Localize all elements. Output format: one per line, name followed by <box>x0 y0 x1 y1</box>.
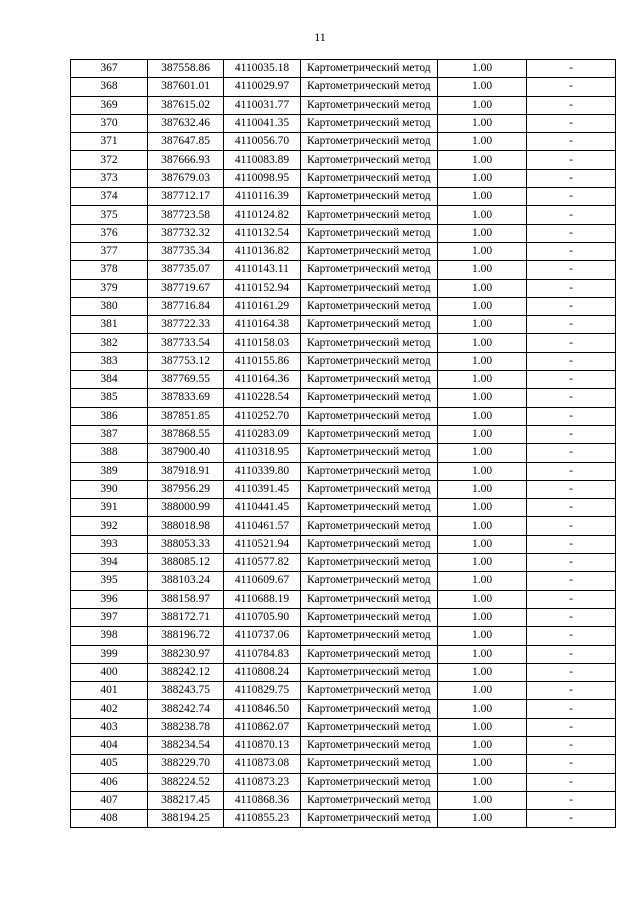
method-cell: Картометрический метод <box>301 535 438 553</box>
accuracy-cell: 1.00 <box>438 590 527 608</box>
y-coordinate-cell: 4110688.19 <box>224 590 301 608</box>
note-cell: - <box>527 114 616 132</box>
method-cell: Картометрический метод <box>301 389 438 407</box>
note-cell: - <box>527 242 616 260</box>
table-row <box>71 316 616 334</box>
table-row <box>71 755 616 773</box>
x-coordinate-cell: 388053.33 <box>148 535 224 553</box>
x-coordinate-cell: 388085.12 <box>148 554 224 572</box>
x-coordinate-cell: 387601.01 <box>148 78 224 96</box>
method-cell: Картометрический метод <box>301 114 438 132</box>
accuracy-cell: 1.00 <box>438 810 527 828</box>
x-coordinate-cell: 387615.02 <box>148 96 224 114</box>
x-coordinate-cell: 388230.97 <box>148 645 224 663</box>
point-number-cell: 387 <box>71 425 148 443</box>
point-number-cell: 368 <box>71 78 148 96</box>
method-cell: Картометрический метод <box>301 590 438 608</box>
y-coordinate-cell: 4110737.06 <box>224 627 301 645</box>
note-cell: - <box>527 535 616 553</box>
method-cell: Картометрический метод <box>301 352 438 370</box>
accuracy-cell: 1.00 <box>438 535 527 553</box>
x-coordinate-cell: 388103.24 <box>148 572 224 590</box>
accuracy-cell: 1.00 <box>438 316 527 334</box>
table-row <box>71 736 616 754</box>
method-cell: Картометрический метод <box>301 96 438 114</box>
accuracy-cell: 1.00 <box>438 169 527 187</box>
y-coordinate-cell: 4110136.82 <box>224 242 301 260</box>
point-number-cell: 394 <box>71 554 148 572</box>
accuracy-cell: 1.00 <box>438 700 527 718</box>
y-coordinate-cell: 4110318.95 <box>224 444 301 462</box>
x-coordinate-cell: 387679.03 <box>148 169 224 187</box>
accuracy-cell: 1.00 <box>438 206 527 224</box>
table-row <box>71 297 616 315</box>
x-coordinate-cell: 387722.33 <box>148 316 224 334</box>
point-number-cell: 398 <box>71 627 148 645</box>
note-cell: - <box>527 169 616 187</box>
method-cell: Картометрический метод <box>301 425 438 443</box>
accuracy-cell: 1.00 <box>438 755 527 773</box>
accuracy-cell: 1.00 <box>438 242 527 260</box>
y-coordinate-cell: 4110873.23 <box>224 773 301 791</box>
note-cell: - <box>527 297 616 315</box>
table-row <box>71 96 616 114</box>
accuracy-cell: 1.00 <box>438 718 527 736</box>
accuracy-cell: 1.00 <box>438 480 527 498</box>
x-coordinate-cell: 387732.32 <box>148 224 224 242</box>
note-cell: - <box>527 188 616 206</box>
y-coordinate-cell: 4110577.82 <box>224 554 301 572</box>
accuracy-cell: 1.00 <box>438 78 527 96</box>
y-coordinate-cell: 4110339.80 <box>224 462 301 480</box>
point-number-cell: 375 <box>71 206 148 224</box>
table-row <box>71 224 616 242</box>
note-cell: - <box>527 78 616 96</box>
table-row <box>71 791 616 809</box>
y-coordinate-cell: 4110132.54 <box>224 224 301 242</box>
y-coordinate-cell: 4110056.70 <box>224 133 301 151</box>
x-coordinate-cell: 387735.07 <box>148 261 224 279</box>
point-number-cell: 386 <box>71 407 148 425</box>
method-cell: Картометрический метод <box>301 151 438 169</box>
y-coordinate-cell: 4110609.67 <box>224 572 301 590</box>
note-cell: - <box>527 60 616 78</box>
method-cell: Картометрический метод <box>301 645 438 663</box>
coordinates-table <box>70 59 616 828</box>
point-number-cell: 393 <box>71 535 148 553</box>
note-cell: - <box>527 682 616 700</box>
x-coordinate-cell: 387712.17 <box>148 188 224 206</box>
table-row <box>71 352 616 370</box>
y-coordinate-cell: 4110391.45 <box>224 480 301 498</box>
point-number-cell: 407 <box>71 791 148 809</box>
x-coordinate-cell: 387666.93 <box>148 151 224 169</box>
x-coordinate-cell: 387851.85 <box>148 407 224 425</box>
x-coordinate-cell: 387956.29 <box>148 480 224 498</box>
note-cell: - <box>527 755 616 773</box>
point-number-cell: 384 <box>71 371 148 389</box>
note-cell: - <box>527 718 616 736</box>
table-row <box>71 682 616 700</box>
point-number-cell: 367 <box>71 60 148 78</box>
note-cell: - <box>527 608 616 626</box>
table-row <box>71 535 616 553</box>
accuracy-cell: 1.00 <box>438 297 527 315</box>
table-row <box>71 663 616 681</box>
table-row <box>71 188 616 206</box>
point-number-cell: 396 <box>71 590 148 608</box>
x-coordinate-cell: 387918.91 <box>148 462 224 480</box>
table-row <box>71 78 616 96</box>
method-cell: Картометрический метод <box>301 297 438 315</box>
table-row <box>71 444 616 462</box>
method-cell: Картометрический метод <box>301 499 438 517</box>
method-cell: Картометрический метод <box>301 407 438 425</box>
point-number-cell: 400 <box>71 663 148 681</box>
point-number-cell: 397 <box>71 608 148 626</box>
table-row <box>71 169 616 187</box>
accuracy-cell: 1.00 <box>438 389 527 407</box>
accuracy-cell: 1.00 <box>438 462 527 480</box>
accuracy-cell: 1.00 <box>438 114 527 132</box>
coordinates-table-body <box>71 60 616 828</box>
method-cell: Картометрический метод <box>301 755 438 773</box>
y-coordinate-cell: 4110521.94 <box>224 535 301 553</box>
point-number-cell: 406 <box>71 773 148 791</box>
y-coordinate-cell: 4110041.35 <box>224 114 301 132</box>
point-number-cell: 382 <box>71 334 148 352</box>
y-coordinate-cell: 4110868.36 <box>224 791 301 809</box>
method-cell: Картометрический метод <box>301 810 438 828</box>
y-coordinate-cell: 4110862.07 <box>224 718 301 736</box>
table-row <box>71 590 616 608</box>
point-number-cell: 370 <box>71 114 148 132</box>
table-row <box>71 151 616 169</box>
accuracy-cell: 1.00 <box>438 773 527 791</box>
point-number-cell: 383 <box>71 352 148 370</box>
accuracy-cell: 1.00 <box>438 517 527 535</box>
point-number-cell: 395 <box>71 572 148 590</box>
method-cell: Картометрический метод <box>301 663 438 681</box>
x-coordinate-cell: 388224.52 <box>148 773 224 791</box>
accuracy-cell: 1.00 <box>438 736 527 754</box>
point-number-cell: 399 <box>71 645 148 663</box>
x-coordinate-cell: 388194.25 <box>148 810 224 828</box>
y-coordinate-cell: 4110161.29 <box>224 297 301 315</box>
note-cell: - <box>527 462 616 480</box>
y-coordinate-cell: 4110441.45 <box>224 499 301 517</box>
table-row <box>71 133 616 151</box>
method-cell: Картометрический метод <box>301 480 438 498</box>
y-coordinate-cell: 4110855.23 <box>224 810 301 828</box>
page-number: 11 <box>314 30 326 44</box>
point-number-cell: 378 <box>71 261 148 279</box>
x-coordinate-cell: 387868.55 <box>148 425 224 443</box>
point-number-cell: 404 <box>71 736 148 754</box>
method-cell: Картометрический метод <box>301 444 438 462</box>
note-cell: - <box>527 425 616 443</box>
x-coordinate-cell: 387723.58 <box>148 206 224 224</box>
y-coordinate-cell: 4110873.08 <box>224 755 301 773</box>
x-coordinate-cell: 388234.54 <box>148 736 224 754</box>
accuracy-cell: 1.00 <box>438 663 527 681</box>
y-coordinate-cell: 4110116.39 <box>224 188 301 206</box>
table-row <box>71 261 616 279</box>
method-cell: Картометрический метод <box>301 718 438 736</box>
x-coordinate-cell: 388172.71 <box>148 608 224 626</box>
accuracy-cell: 1.00 <box>438 352 527 370</box>
note-cell: - <box>527 389 616 407</box>
note-cell: - <box>527 627 616 645</box>
x-coordinate-cell: 388158.97 <box>148 590 224 608</box>
point-number-cell: 408 <box>71 810 148 828</box>
table-row <box>71 206 616 224</box>
method-cell: Картометрический метод <box>301 627 438 645</box>
method-cell: Картометрический метод <box>301 78 438 96</box>
note-cell: - <box>527 224 616 242</box>
note-cell: - <box>527 572 616 590</box>
point-number-cell: 377 <box>71 242 148 260</box>
accuracy-cell: 1.00 <box>438 407 527 425</box>
note-cell: - <box>527 773 616 791</box>
y-coordinate-cell: 4110098.95 <box>224 169 301 187</box>
method-cell: Картометрический метод <box>301 316 438 334</box>
table-row <box>71 480 616 498</box>
table-row <box>71 554 616 572</box>
y-coordinate-cell: 4110155.86 <box>224 352 301 370</box>
x-coordinate-cell: 387733.54 <box>148 334 224 352</box>
point-number-cell: 379 <box>71 279 148 297</box>
point-number-cell: 392 <box>71 517 148 535</box>
y-coordinate-cell: 4110705.90 <box>224 608 301 626</box>
y-coordinate-cell: 4110283.09 <box>224 425 301 443</box>
method-cell: Картометрический метод <box>301 60 438 78</box>
note-cell: - <box>527 791 616 809</box>
point-number-cell: 385 <box>71 389 148 407</box>
x-coordinate-cell: 387735.34 <box>148 242 224 260</box>
accuracy-cell: 1.00 <box>438 96 527 114</box>
method-cell: Картометрический метод <box>301 371 438 389</box>
y-coordinate-cell: 4110029.97 <box>224 78 301 96</box>
table-row <box>71 700 616 718</box>
note-cell: - <box>527 279 616 297</box>
note-cell: - <box>527 645 616 663</box>
table-row <box>71 608 616 626</box>
table-row <box>71 389 616 407</box>
y-coordinate-cell: 4110152.94 <box>224 279 301 297</box>
x-coordinate-cell: 387632.46 <box>148 114 224 132</box>
note-cell: - <box>527 480 616 498</box>
table-row <box>71 773 616 791</box>
y-coordinate-cell: 4110870.13 <box>224 736 301 754</box>
y-coordinate-cell: 4110124.82 <box>224 206 301 224</box>
accuracy-cell: 1.00 <box>438 444 527 462</box>
method-cell: Картометрический метод <box>301 773 438 791</box>
x-coordinate-cell: 387558.86 <box>148 60 224 78</box>
method-cell: Картометрический метод <box>301 608 438 626</box>
y-coordinate-cell: 4110252.70 <box>224 407 301 425</box>
note-cell: - <box>527 407 616 425</box>
x-coordinate-cell: 387716.84 <box>148 297 224 315</box>
point-number-cell: 403 <box>71 718 148 736</box>
note-cell: - <box>527 517 616 535</box>
x-coordinate-cell: 387833.69 <box>148 389 224 407</box>
x-coordinate-cell: 388018.98 <box>148 517 224 535</box>
point-number-cell: 369 <box>71 96 148 114</box>
method-cell: Картометрический метод <box>301 279 438 297</box>
x-coordinate-cell: 388242.12 <box>148 663 224 681</box>
x-coordinate-cell: 388217.45 <box>148 791 224 809</box>
accuracy-cell: 1.00 <box>438 425 527 443</box>
x-coordinate-cell: 387769.55 <box>148 371 224 389</box>
point-number-cell: 371 <box>71 133 148 151</box>
y-coordinate-cell: 4110846.50 <box>224 700 301 718</box>
method-cell: Картометрический метод <box>301 517 438 535</box>
y-coordinate-cell: 4110083.89 <box>224 151 301 169</box>
y-coordinate-cell: 4110143.11 <box>224 261 301 279</box>
accuracy-cell: 1.00 <box>438 572 527 590</box>
y-coordinate-cell: 4110228.54 <box>224 389 301 407</box>
accuracy-cell: 1.00 <box>438 645 527 663</box>
note-cell: - <box>527 444 616 462</box>
point-number-cell: 391 <box>71 499 148 517</box>
method-cell: Картометрический метод <box>301 261 438 279</box>
x-coordinate-cell: 388229.70 <box>148 755 224 773</box>
note-cell: - <box>527 810 616 828</box>
method-cell: Картометрический метод <box>301 334 438 352</box>
y-coordinate-cell: 4110808.24 <box>224 663 301 681</box>
accuracy-cell: 1.00 <box>438 261 527 279</box>
accuracy-cell: 1.00 <box>438 279 527 297</box>
method-cell: Картометрический метод <box>301 700 438 718</box>
method-cell: Картометрический метод <box>301 572 438 590</box>
table-row <box>71 334 616 352</box>
method-cell: Картометрический метод <box>301 462 438 480</box>
accuracy-cell: 1.00 <box>438 554 527 572</box>
accuracy-cell: 1.00 <box>438 151 527 169</box>
method-cell: Картометрический метод <box>301 791 438 809</box>
note-cell: - <box>527 371 616 389</box>
point-number-cell: 381 <box>71 316 148 334</box>
x-coordinate-cell: 388000.99 <box>148 499 224 517</box>
accuracy-cell: 1.00 <box>438 499 527 517</box>
y-coordinate-cell: 4110158.03 <box>224 334 301 352</box>
accuracy-cell: 1.00 <box>438 60 527 78</box>
method-cell: Картометрический метод <box>301 682 438 700</box>
note-cell: - <box>527 736 616 754</box>
note-cell: - <box>527 499 616 517</box>
table-row <box>71 371 616 389</box>
accuracy-cell: 1.00 <box>438 682 527 700</box>
y-coordinate-cell: 4110031.77 <box>224 96 301 114</box>
method-cell: Картометрический метод <box>301 224 438 242</box>
table-row <box>71 517 616 535</box>
accuracy-cell: 1.00 <box>438 224 527 242</box>
accuracy-cell: 1.00 <box>438 334 527 352</box>
table-row <box>71 279 616 297</box>
point-number-cell: 376 <box>71 224 148 242</box>
accuracy-cell: 1.00 <box>438 133 527 151</box>
point-number-cell: 401 <box>71 682 148 700</box>
x-coordinate-cell: 387900.40 <box>148 444 224 462</box>
method-cell: Картометрический метод <box>301 133 438 151</box>
x-coordinate-cell: 387753.12 <box>148 352 224 370</box>
note-cell: - <box>527 261 616 279</box>
method-cell: Картометрический метод <box>301 188 438 206</box>
x-coordinate-cell: 388238.78 <box>148 718 224 736</box>
y-coordinate-cell: 4110829.75 <box>224 682 301 700</box>
note-cell: - <box>527 590 616 608</box>
note-cell: - <box>527 133 616 151</box>
accuracy-cell: 1.00 <box>438 791 527 809</box>
table-row <box>71 645 616 663</box>
accuracy-cell: 1.00 <box>438 627 527 645</box>
table-row <box>71 114 616 132</box>
x-coordinate-cell: 388242.74 <box>148 700 224 718</box>
note-cell: - <box>527 663 616 681</box>
y-coordinate-cell: 4110461.57 <box>224 517 301 535</box>
method-cell: Картометрический метод <box>301 554 438 572</box>
point-number-cell: 372 <box>71 151 148 169</box>
point-number-cell: 405 <box>71 755 148 773</box>
accuracy-cell: 1.00 <box>438 608 527 626</box>
method-cell: Картометрический метод <box>301 169 438 187</box>
y-coordinate-cell: 4110035.18 <box>224 60 301 78</box>
note-cell: - <box>527 334 616 352</box>
point-number-cell: 380 <box>71 297 148 315</box>
method-cell: Картометрический метод <box>301 736 438 754</box>
table-row <box>71 407 616 425</box>
table-row <box>71 60 616 78</box>
note-cell: - <box>527 206 616 224</box>
note-cell: - <box>527 96 616 114</box>
table-row <box>71 425 616 443</box>
point-number-cell: 389 <box>71 462 148 480</box>
accuracy-cell: 1.00 <box>438 188 527 206</box>
point-number-cell: 373 <box>71 169 148 187</box>
x-coordinate-cell: 388243.75 <box>148 682 224 700</box>
note-cell: - <box>527 554 616 572</box>
y-coordinate-cell: 4110164.36 <box>224 371 301 389</box>
table-row <box>71 718 616 736</box>
table-row <box>71 462 616 480</box>
x-coordinate-cell: 387647.85 <box>148 133 224 151</box>
note-cell: - <box>527 700 616 718</box>
method-cell: Картометрический метод <box>301 206 438 224</box>
table-row <box>71 627 616 645</box>
note-cell: - <box>527 352 616 370</box>
table-row <box>71 499 616 517</box>
y-coordinate-cell: 4110784.83 <box>224 645 301 663</box>
method-cell: Картометрический метод <box>301 242 438 260</box>
point-number-cell: 388 <box>71 444 148 462</box>
point-number-cell: 390 <box>71 480 148 498</box>
accuracy-cell: 1.00 <box>438 371 527 389</box>
point-number-cell: 374 <box>71 188 148 206</box>
table-row <box>71 810 616 828</box>
note-cell: - <box>527 151 616 169</box>
x-coordinate-cell: 388196.72 <box>148 627 224 645</box>
point-number-cell: 402 <box>71 700 148 718</box>
y-coordinate-cell: 4110164.38 <box>224 316 301 334</box>
note-cell: - <box>527 316 616 334</box>
table-row <box>71 242 616 260</box>
table-row <box>71 572 616 590</box>
x-coordinate-cell: 387719.67 <box>148 279 224 297</box>
